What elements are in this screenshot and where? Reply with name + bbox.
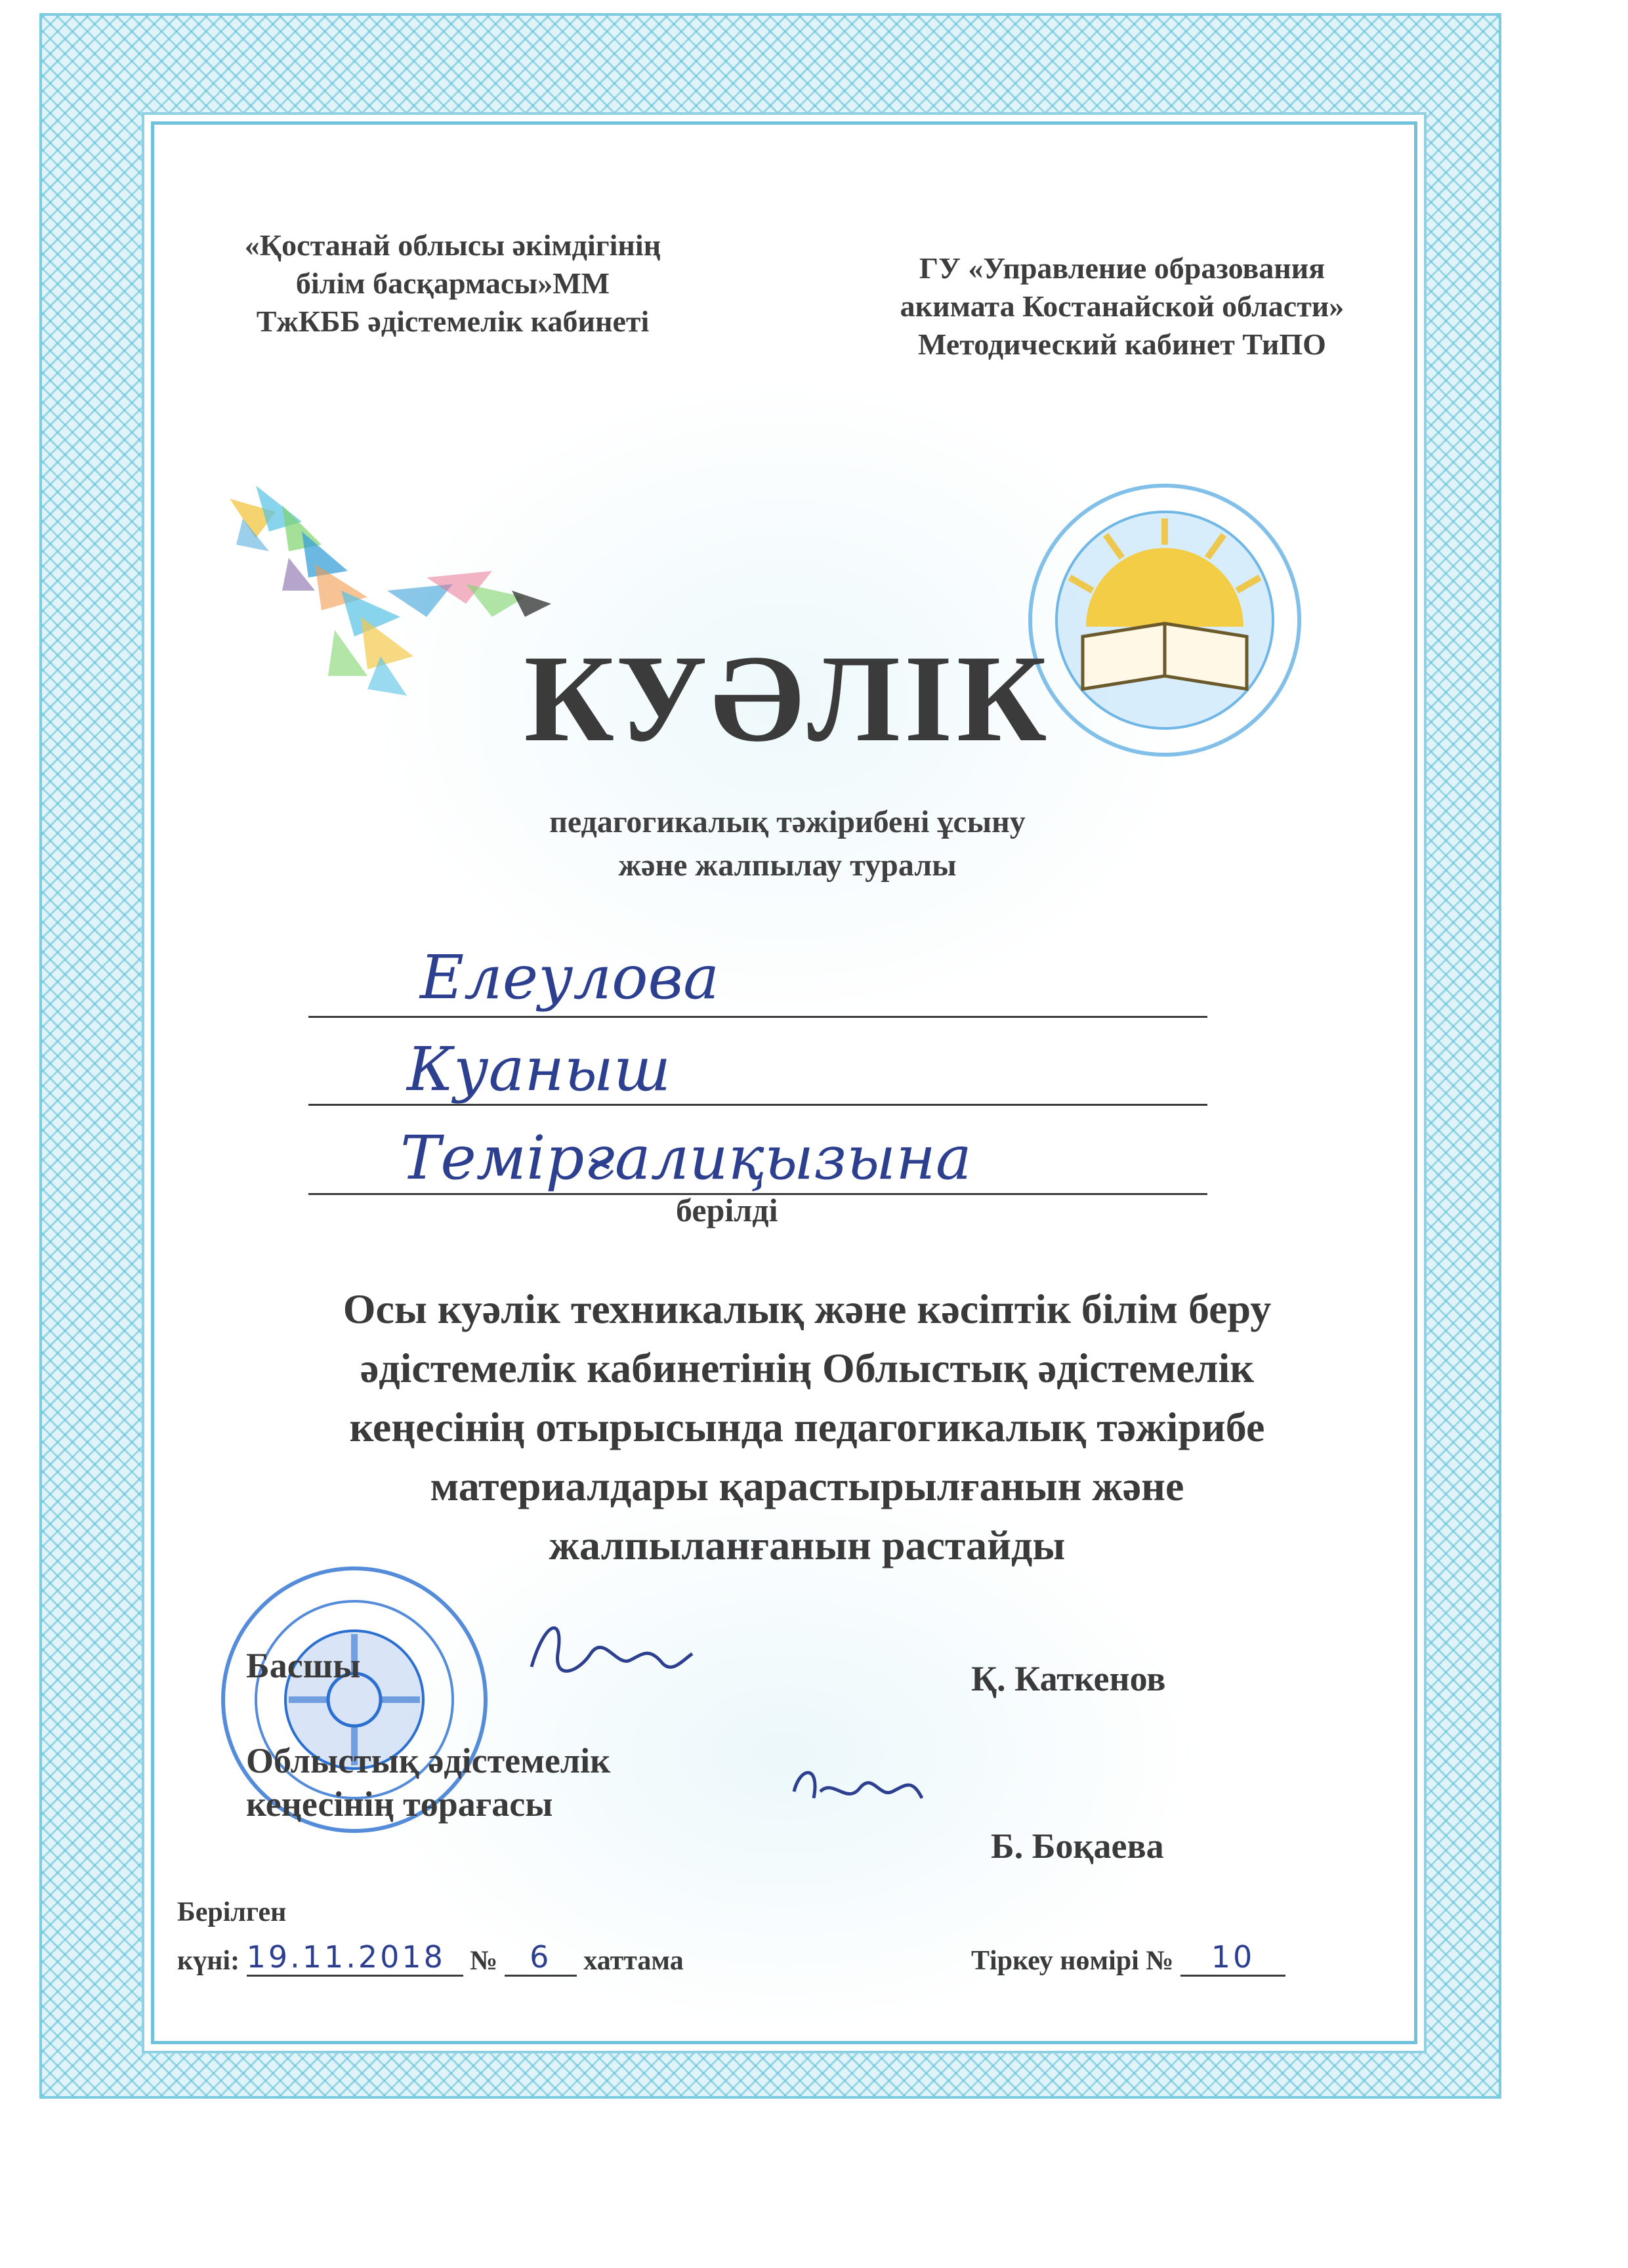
body-line-1: Осы куәлік техникалық және кәсіптік білім беру xyxy=(343,1286,1272,1332)
body-line-2: әдістемелік кабинетінің Облыстық әдістемелік xyxy=(360,1345,1255,1391)
header-left-line-2: білім басқармасы»ММ xyxy=(295,266,610,300)
header-left-line-1: «Қостанай облысы әкімдігінің xyxy=(244,228,661,262)
registration-field xyxy=(1180,1939,1285,1977)
surname-line xyxy=(308,1016,1207,1018)
head-title: Басшы xyxy=(246,1646,361,1685)
body-line-3: кеңесінің отырысында педагогикалық тәжірибе xyxy=(349,1404,1265,1450)
recipient-name: Куаныш xyxy=(407,1034,671,1104)
certificate-subtitle xyxy=(367,801,1207,887)
date-field xyxy=(247,1939,463,1977)
recipient-patronymic: Темірғалиқызына xyxy=(400,1123,972,1193)
chair-title-line-2: кеңесінің төрағасы xyxy=(246,1784,553,1824)
header-right-line-1: ГУ «Управление образования xyxy=(919,251,1325,285)
chair-signature-icon xyxy=(781,1752,938,1824)
body-line-4: материалдары қарастырылғанын және xyxy=(430,1463,1184,1509)
protocol-prefix: № xyxy=(470,1946,498,1976)
certificate-body xyxy=(197,1280,1417,1575)
body-line-5: жалпыланғанын растайды xyxy=(549,1522,1066,1568)
issued-to-label: берілді xyxy=(676,1192,778,1228)
certificate-title: КУӘЛІК xyxy=(524,630,1051,768)
name-line xyxy=(308,1104,1207,1106)
subtitle-line-1: педагогикалық тәжірибені ұсыну xyxy=(549,805,1026,839)
header-left-line-3: ТжКББ әдістемелік кабинеті xyxy=(256,304,650,338)
issued-label: Берілген xyxy=(177,1897,287,1927)
chair-title xyxy=(246,1739,610,1826)
date-label: күні: xyxy=(177,1946,240,1976)
header-right-line-2: акимата Костанайской области» xyxy=(900,289,1345,323)
head-signature-icon xyxy=(518,1608,702,1693)
protocol-value: 6 xyxy=(530,1939,552,1975)
protocol-label: хаттама xyxy=(583,1946,684,1976)
chair-name: Б. Боқаева xyxy=(991,1826,1164,1866)
registration-row xyxy=(971,1939,1285,1977)
subtitle-line-2: және жалпылау туралы xyxy=(618,848,957,883)
date-value: 19.11.2018 xyxy=(246,1939,446,1975)
header-left xyxy=(197,226,709,341)
registration-label: Тіркеу нөмірі № xyxy=(971,1946,1174,1976)
recipient-surname: Елеулова xyxy=(420,942,719,1013)
header-right-line-3: Методический кабинет ТиПО xyxy=(918,327,1326,361)
head-name: Қ. Каткенов xyxy=(971,1659,1166,1698)
chair-title-line-1: Облыстық әдістемелік xyxy=(246,1741,611,1780)
registration-value: 10 xyxy=(1211,1939,1255,1975)
protocol-field xyxy=(505,1939,577,1977)
date-row xyxy=(177,1939,684,1977)
header-right xyxy=(840,249,1404,364)
